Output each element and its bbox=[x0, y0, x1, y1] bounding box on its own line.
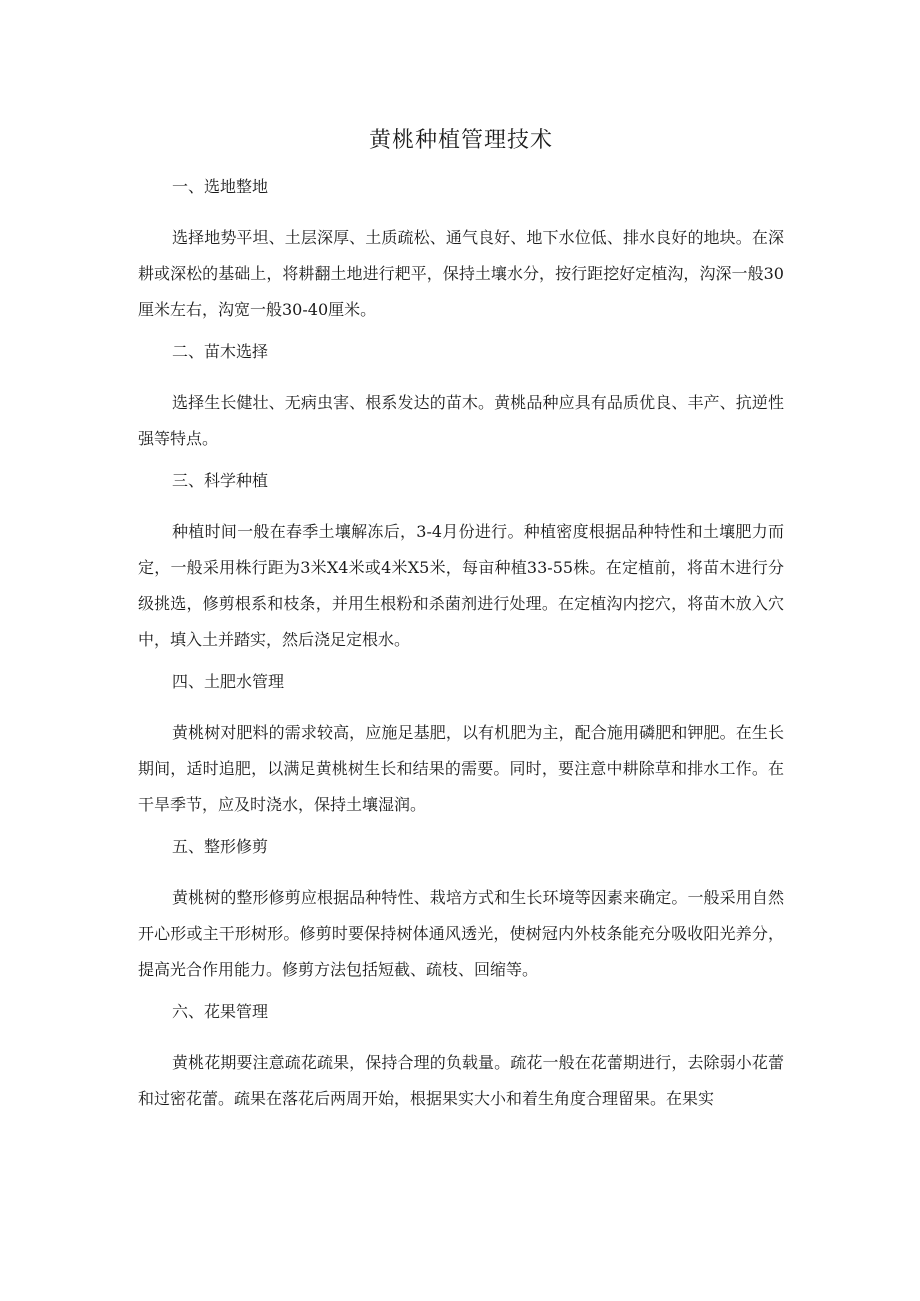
section-paragraph-6: 黄桃花期要注意疏花疏果，保持合理的负载量。疏花一般在花蕾期进行，去除弱小花蕾和过密花蕾。疏果在落花后两周开始，根据果实大小和着生角度合理留果。在果实 bbox=[138, 1053, 784, 1108]
section-paragraph-2: 选择生长健壮、无病虫害、根系发达的苗木。黄桃品种应具有品质优良、丰产、抗逆性强等特点。 bbox=[138, 393, 784, 448]
section-heading-3: 三、科学种植 bbox=[172, 471, 269, 490]
section-paragraph-3: 种植时间一般在春季土壤解冻后，3-4月份进行。种植密度根据品种特性和土壤肥力而定，一般采用株行距为3米X4米或4米X5米，每亩种植33-55株。在定植前，将苗木进行分级挑选，修剪根系和枝条，并用生根粉和杀菌剂进行处理。在定植沟内挖穴，将苗木放入穴中，填入土并踏实，然后浇足定根水。 bbox=[138, 522, 784, 649]
section-heading-1: 一、选地整地 bbox=[172, 177, 269, 196]
document-body bbox=[138, 173, 784, 1127]
section-paragraph-5: 黄桃树的整形修剪应根据品种特性、栽培方式和生长环境等因素来确定。一般采用自然开心形或主干形树形。修剪时要保持树体通风透光，使树冠内外枝条能充分吸收阳光养分，提高光合作用能力。修剪方法包括短截、疏枝、回缩等。 bbox=[138, 888, 784, 979]
section-heading-6: 六、花果管理 bbox=[172, 1002, 269, 1021]
section-heading-2: 二、苗木选择 bbox=[172, 342, 269, 361]
section-paragraph-1: 选择地势平坦、土层深厚、土质疏松、通气良好、地下水位低、排水良好的地块。在深耕或深松的基础上，将耕翻土地进行耙平，保持土壤水分，按行距挖好定植沟，沟深一般30厘米左右，沟宽一般30-40厘米。 bbox=[138, 228, 784, 319]
section-paragraph-4: 黄桃树对肥料的需求较高，应施足基肥，以有机肥为主，配合施用磷肥和钾肥。在生长期间，适时追肥，以满足黄桃树生长和结果的需要。同时，要注意中耕除草和排水工作。在干旱季节，应及时浇水，保持土壤湿润。 bbox=[138, 723, 784, 814]
section-heading-4: 四、土肥水管理 bbox=[172, 672, 285, 691]
document-title: 黄桃种植管理技术 bbox=[368, 128, 553, 153]
section-heading-5: 五、整形修剪 bbox=[172, 837, 269, 856]
